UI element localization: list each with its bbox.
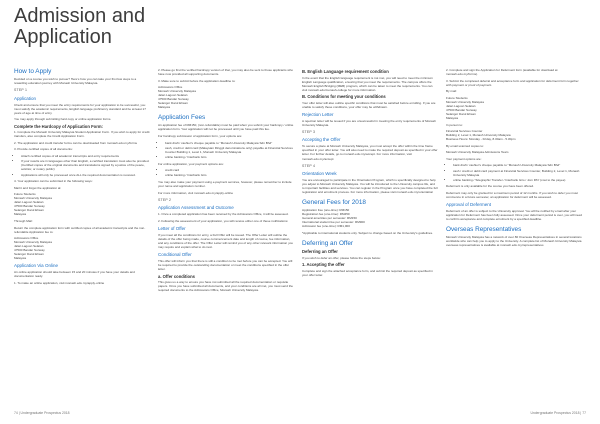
english-requirement-text: In the event that the English language requirement is not met, you will need to meet the minimum English Language qualification, ensuring that you meet the requirements. The campus offers the Monash English Bridging (MEB) program, which can be taken to meet the requirements. You can visit monash.edu/monash-college for more information. (302, 75, 433, 92)
fee-line: International student fee per semester: RM900 (302, 220, 365, 225)
fees-heading: Application Fees (158, 114, 206, 122)
list-item: • If your results are in languages other than English, a certified translation must also be provided. (Certified copies of the original documents and translations signed by a justice of the peace, solicitor, or notary public) (21, 159, 150, 171)
fee-line: Application Fee (one-time): RM150 (302, 208, 350, 213)
approval-text: Deferment of an offer is subject to the University approval. You will be notified by email after your application for Deferment has been fully assessed. Once your deferment period is over, you will need to confirm acceptance and complete enrolment by a specified deadline. (446, 209, 582, 222)
through-mail-label: Through Mail: (14, 218, 33, 223)
address-line: Selangor Darul Ehsan (14, 208, 44, 213)
address-line: Future Students (446, 95, 468, 100)
intro-text: Decided on a course you wish to pursue? Here's how you can take your first few steps to a rewarding education journey with Monash University Malaysia. (14, 77, 137, 86)
conditional-offer-text: This offer will inform you that there is still a condition to be met before you can be accepted. You will be required to provide the outstanding documentation or meet the conditions specified in the offer letter. (158, 258, 293, 271)
address-line: Malaysia (158, 105, 171, 110)
address-line: Financial Services Counter (446, 129, 483, 134)
list-item: • credit card (165, 168, 294, 172)
list-item: 3. Make sure to submit before the application deadline to: (158, 78, 236, 83)
address-line: Selangor Darul Ehsan (446, 111, 476, 116)
footer-right: Undergraduate Prospectus 2018 | 77 (530, 411, 586, 415)
list-item: 2. Following the assessment of your application, you will receive either one of these notifications: (158, 218, 289, 223)
list-item: 1. Once a completed application has been received by the Admissions Office, it will be assessed. (158, 212, 289, 217)
address-line: 47500 Bandar Sunway (14, 248, 45, 253)
english-requirement-label: B. English Language requirement condition (302, 69, 389, 74)
address-line: Selangor Darul Ehsan (14, 252, 44, 257)
address-line: Monash University Malaysia (446, 99, 484, 104)
address-line: 47500 Bandar Sunway (158, 97, 189, 102)
address-line: Monash University Malaysia (14, 196, 52, 201)
list-item: • cash, credit or debit card (Malaysian Ringgit denominations only) payable at Financial Services Counter Building 1, Level 1, Monash University Malaysia (165, 146, 294, 154)
address-line: Monash University Malaysia (158, 89, 196, 94)
list-item: 3. Submit the completed deferral and acceptance form and application for deferment form together with payment or proof of payment. (446, 78, 579, 87)
address-line: Jalan Lagoon Selatan (158, 93, 188, 98)
step-4-label: STEP 4 (302, 163, 316, 168)
address-line: Future Students (14, 192, 36, 197)
address-line: 47500 Bandar Sunway (14, 204, 45, 209)
offer-conditions-text: This gives us a way to ensure you have not submitted all the required documentation or requisite papers. Once you have submitted all documents, and your conditions are all met, you must send the required documents to the Admissions Office, Monash University Malaysia. (158, 280, 293, 293)
conditions-text: Your offer letter will also outline specific conditions that must be satisfied before enrolling. If you are unable to satisfy these conditions, your offer may be withdrawn. (302, 100, 436, 109)
footer-left: 74 | Undergraduate Prospectus 2018 (14, 411, 70, 415)
deferment-note: Deferment may only be granted for a maximum period of 12 months. If you wish to defer you must commence in a future semester, an application for deferment will be assessed. (446, 190, 578, 199)
application-text-1: Check and ensure that you meet the entry requirements for your application to be successful, you must satisfy the academic requirements, English language proficiency standard and be at least 17 years of age at time of entry. (14, 102, 146, 115)
payment-list (446, 163, 582, 182)
address-line: Malaysia (446, 115, 459, 120)
document-bullets (14, 154, 150, 177)
fees-text: For more information, visit monash.edu.my/apply-online (158, 190, 234, 195)
accepting-text: To secure a place at Monash University Malaysia, you must accept the offer within the time frame specified in your offer letter. You will also need to make the required deposit as specified in your offer letter. For further details, go to monash.edu.my/accept. For more information, visit monash.edu.my/accept (302, 144, 438, 161)
admissions-address (14, 236, 150, 260)
application-text-2: You may apply through submitting hard copy or online application forms. (14, 117, 112, 122)
by-email-lines (446, 150, 582, 154)
column-3 (302, 68, 438, 279)
fees-text: For online application, your payment options are: (158, 161, 224, 166)
hardcopy-heading: Complete the Hardcopy of Application Form: (14, 123, 103, 129)
address-line: Jalan Lagoon Selatan (14, 200, 44, 205)
address-line: Business Hours: Monday - Friday, 8.30am - 5.30pm (446, 137, 516, 142)
hardcopy-item: 3. Provide certified copies of all documents: (14, 147, 73, 152)
conditions-label: B. Conditions for meeting your conditions (302, 94, 386, 100)
rejection-text: A rejection letter will be issued if you are unsuccessful in meeting the entry requirements of Monash University Malaysia. (302, 118, 436, 127)
mail-label: Mail it and forget the application at: (14, 185, 62, 190)
in-person-address (446, 129, 582, 141)
fees-options-list (158, 141, 294, 160)
address-line: Admissions Office (158, 85, 183, 90)
list-item: • online banking / Interbank Giro (165, 173, 294, 177)
online-heading: Application Via Online (14, 263, 58, 269)
online-step: 1. To make an online application, visit monash.edu.my/apply-online (14, 280, 105, 285)
page-title: Admission and Application (14, 5, 146, 48)
overseas-text: Monash University Malaysia has a network of over 80 Overseas Representatives in several locations worldwide who can help you to apply to the University. A complete list of Monash University Malaysia overseas representatives is available at monash.edu.my/representatives (446, 235, 582, 248)
conditional-offer-heading: Conditional Offer (158, 251, 192, 257)
address-line: Selangor Darul Ehsan (158, 101, 188, 106)
list-item: • bank draft / cashier's cheque payable to "Monash University Malaysia Sdn Bhd" (453, 163, 582, 167)
column-2 (158, 68, 294, 295)
deferring-step-text: Complete and sign the attached acceptance form, and submit the required deposit as specified in your offer letter. (302, 268, 433, 277)
accepting-heading: Accepting the Offer (302, 137, 341, 143)
list-item: • bank draft / cashier's cheque payable to "Monash University Malaysia Sdn Bhd" (165, 141, 294, 145)
online-text: An online application should take between 15 and 20 minutes if you have your details and documentation ready. (14, 270, 135, 279)
approval-heading: Approval of Deferment (446, 202, 492, 208)
orientation-text: You are encouraged to participate in the Orientation Program, which is specifically designed to help you adjust to Monash University Malaysia. You will be introduced to the University campus life, and to important facilities and services. You can register in the Program once you have completed the full registration and enrolment process. For more information, please visit monash.edu.my/orientation (302, 178, 438, 195)
list-item: • cash / credit or debit card payment at Financial Services Counter, Building 2, Level 1, Monash University Malaysia (453, 169, 582, 177)
list-item: 2. Complete and sign the Application for Deferment form (available for download at monash.edu.my/forms). (446, 68, 558, 77)
list-item: • online banking / Telegraphic Transfer / Interbank Giro / Jom PAY (cost to the payee) (453, 178, 582, 182)
list-item: • Attach certified copies of all academic transcripts and entry requirements (21, 154, 150, 158)
mail-address (446, 96, 582, 120)
mail-address (14, 192, 150, 216)
general-fees-heading: General Fees for 2018 (302, 199, 366, 207)
rejection-heading: Rejection Letter (302, 111, 334, 117)
hardcopy-item: 1. Complete the Monash University Malaysia Student Application Form. If you wish to apply for credit transfers, also complete the Credit Application Form. (14, 130, 150, 139)
offer-conditions-label: a. Offer conditions (158, 273, 195, 279)
admissions-address (158, 85, 294, 109)
through-mail-text: Return the complete application form with certified copies of all academic transcripts and the non-refundable Application fee to: (14, 225, 146, 234)
payment-label: Your payment options are: (446, 156, 482, 161)
fees-text: An application fee of RM150, (non-refundable) must be paid when you submit your hardcopy / online application form. Your application will not be processed until you have paid this fee. (158, 123, 294, 132)
list-item: • Applications will only be processed once ALL the required documentation is received. (21, 173, 150, 177)
in-person-label: In person to: (446, 122, 463, 127)
letter-of-offer-heading: Letter of Offer (158, 225, 186, 231)
orientation-heading: Orientation Week (302, 171, 337, 177)
address-line: Jalan Lagoon Selatan (14, 244, 44, 249)
general-fees-note: *Applicable to international students only. Subject to change based on the University's guidelines. (302, 230, 433, 235)
deferment-note: Deferment is only available for the course you have been offered. (446, 184, 535, 189)
fees-text: For hardcopy submission of application form, your options are: (158, 134, 243, 139)
list-item: 2. Please go first the verified hardcopy version of that, you may also be sent to those applicants who have now provided all supporting documents. (158, 68, 293, 77)
by-email-label: By email scanned copies to: (446, 143, 484, 148)
address-line: Jalan Lagoon Selatan (446, 103, 476, 108)
fee-line: General amenities per semester: RM150 (302, 216, 357, 221)
online-payment-list (158, 168, 294, 177)
list-item: • online banking / Interbank Giro (165, 155, 294, 159)
deferring-text: If you wish to defer an offer, please follow the steps below: (302, 255, 381, 260)
application-heading: Application (14, 95, 37, 101)
fee-line: Admission fee (one-time): RM1,000 (302, 224, 350, 229)
assessment-heading: Application Assessment and Outcome (158, 205, 234, 211)
step-2-label: STEP 2 (158, 197, 172, 202)
general-fees-list (302, 208, 438, 228)
column-4 (446, 68, 582, 250)
hardcopy-item: 2. The application and credit transfer forms can be downloaded from monash.edu.my/forms (14, 140, 138, 145)
address-line: Monash University Malaysia Admissions Team (446, 150, 509, 155)
deferring-step: 1. Accepting the offer (302, 262, 345, 268)
address-line: 47500 Bandar Sunway (446, 107, 477, 112)
address-line: Malaysia (14, 212, 27, 217)
step-3-label: STEP 3 (302, 129, 316, 134)
deferring-subheading: Deferring an Offer (302, 249, 338, 255)
hardcopy-item: 4. Your application can be submitted in the following ways: (14, 179, 93, 184)
how-to-apply-heading: How to Apply (14, 68, 52, 75)
letter-of-offer-text: If you meet all the conditions for entry, a Full Offer will be issued. The Offer Letter will outline the details of the offer being made, course commencement date and length of course, fee information, and any conditions of the offer. The Offer Letter will remind you of any other relevant information you may require and explain what to do next. (158, 232, 293, 249)
address-line: Monash University Malaysia (14, 240, 52, 245)
by-mail-label: By mail: (446, 89, 457, 94)
address-line: Malaysia (14, 256, 27, 261)
address-line: Building 2, Level 1, Monash University Malaysia (446, 133, 511, 138)
address-line: Admissions Office (14, 236, 39, 241)
column-1 (14, 68, 150, 288)
overseas-heading: Overseas Representatives (446, 226, 522, 234)
deferring-heading: Deferring an Offer (302, 240, 354, 248)
step-1-label: STEP 1 (14, 88, 28, 93)
fee-line: Registration fee (one-time): RM450 (302, 212, 350, 217)
fees-text: You may also make your payment using e-payment services, however, please remember to include your name and application number. (158, 179, 292, 188)
